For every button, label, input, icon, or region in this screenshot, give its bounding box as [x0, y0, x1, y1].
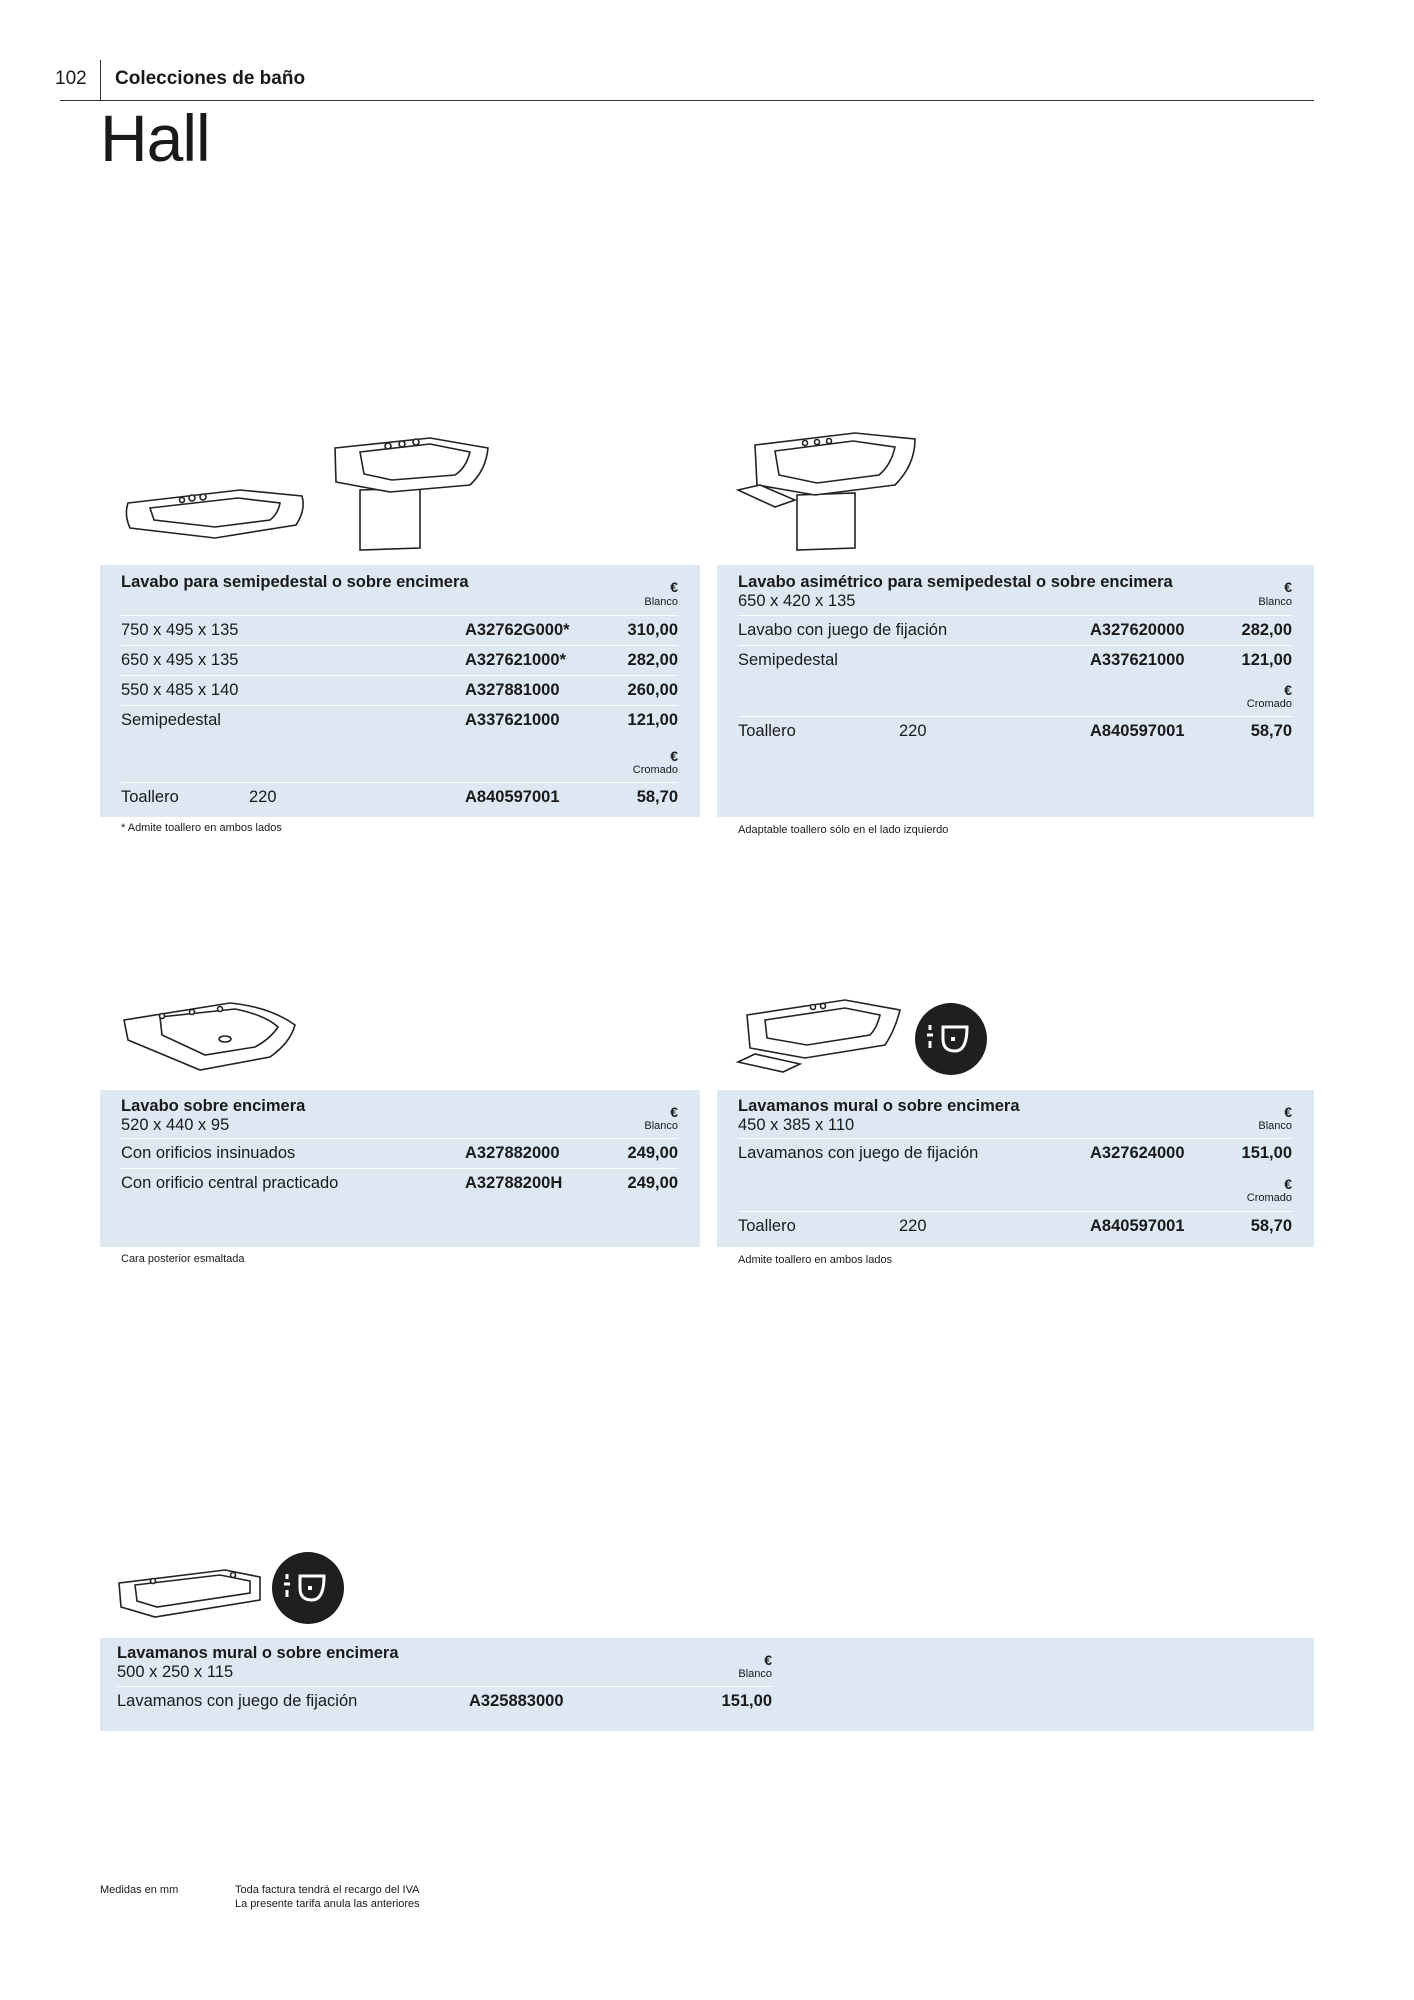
- page-number: 102: [55, 68, 87, 89]
- table-row: 650 x 495 x 135 A327621000* 282,00: [121, 647, 678, 677]
- currency-symbol: €: [1284, 682, 1292, 698]
- washbasin-countertop-drawing: [120, 470, 310, 545]
- finish-label: Blanco: [738, 1668, 772, 1680]
- finish-label: Cromado: [632, 764, 678, 776]
- product-panel-2: [717, 565, 1314, 817]
- product-dimensions: 520 x 440 x 95: [121, 1116, 230, 1134]
- product-title: Lavabo asimétrico para semipedestal o sobre encimera: [738, 573, 1173, 591]
- product-panel-3: [100, 1090, 700, 1247]
- product-panel-5: [100, 1638, 1314, 1731]
- currency-symbol: €: [1284, 1104, 1292, 1120]
- table-row: Lavamanos con juego de fijación A327624000 151,00: [738, 1140, 1292, 1170]
- table-row: Toallero 220 A840597001 58,70: [738, 718, 1292, 748]
- rectangular-handrinse-basin-drawing: [115, 1565, 265, 1625]
- finish-label: Blanco: [644, 596, 678, 608]
- footer-units: Medidas en mm: [100, 1884, 179, 1896]
- table-row: Lavabo con juego de fijación A327620000 282,00: [738, 617, 1292, 647]
- footer-vat-note: Toda factura tendrá el recargo del IVA: [235, 1884, 420, 1896]
- currency-symbol: €: [1284, 579, 1292, 595]
- table-row: 550 x 485 x 140 A327881000 260,00: [121, 677, 678, 707]
- asymmetric-washbasin-drawing: [735, 425, 920, 555]
- product-title: Lavabo sobre encimera: [121, 1097, 306, 1115]
- wall-handrinse-basin-drawing: [735, 990, 905, 1075]
- currency-symbol: €: [670, 579, 678, 595]
- table-row: Con orificio central practicado A32788200H 249,00: [121, 1170, 678, 1200]
- section-title: Colecciones de baño: [115, 68, 306, 89]
- currency-symbol: €: [1284, 1176, 1292, 1192]
- product-panel-1: [100, 565, 700, 817]
- finish-label: Blanco: [1258, 1120, 1292, 1132]
- product-dimensions: 450 x 385 x 110: [738, 1116, 855, 1134]
- product-note: * Admite toallero en ambos lados: [121, 822, 282, 834]
- currency-symbol: €: [670, 748, 678, 764]
- table-row: Toallero 220 A840597001 58,70: [738, 1213, 1292, 1243]
- table-row: Semipedestal A337621000 121,00: [121, 707, 678, 737]
- table-row: Con orificios insinuados A327882000 249,00: [121, 1140, 678, 1170]
- washbasin-semipedestal-drawing: [330, 430, 490, 555]
- collection-title: Hall: [100, 101, 210, 175]
- product-note: Cara posterior esmaltada: [121, 1253, 245, 1265]
- table-row: Semipedestal A337621000 121,00: [738, 647, 1292, 677]
- footer-tariff-note: La presente tarifa anula las anteriores: [235, 1898, 420, 1910]
- product-title: Lavabo para semipedestal o sobre encimera: [121, 573, 469, 591]
- product-note: Admite toallero en ambos lados: [738, 1254, 893, 1266]
- product-title: Lavamanos mural o sobre encimera: [738, 1097, 1020, 1115]
- finish-label: Cromado: [1246, 698, 1292, 710]
- table-row: Toallero 220 A840597001 58,70: [121, 784, 678, 814]
- header-separator: [100, 60, 101, 100]
- finish-label: Cromado: [1246, 1192, 1292, 1204]
- product-dimensions: 500 x 250 x 115: [117, 1663, 234, 1681]
- finish-label: Blanco: [1258, 596, 1292, 608]
- table-row: Lavamanos con juego de fijación A325883000 151,00: [117, 1688, 772, 1718]
- table-row: 750 x 495 x 135 A32762G000* 310,00: [121, 617, 678, 647]
- header-rule: [60, 100, 1314, 101]
- compact-washbasin-badge-icon-2: [272, 1552, 344, 1624]
- compact-washbasin-badge-icon: [915, 1003, 987, 1075]
- product-dimensions: 650 x 420 x 135: [738, 592, 856, 610]
- countertop-washbasin-drawing: [120, 995, 300, 1075]
- finish-label: Blanco: [644, 1120, 678, 1132]
- currency-symbol: €: [764, 1652, 772, 1668]
- product-note: Adaptable toallero sólo en el lado izquierdo: [738, 824, 949, 836]
- currency-symbol: €: [670, 1104, 678, 1120]
- product-title: Lavamanos mural o sobre encimera: [117, 1644, 399, 1662]
- product-panel-4: [717, 1090, 1314, 1247]
